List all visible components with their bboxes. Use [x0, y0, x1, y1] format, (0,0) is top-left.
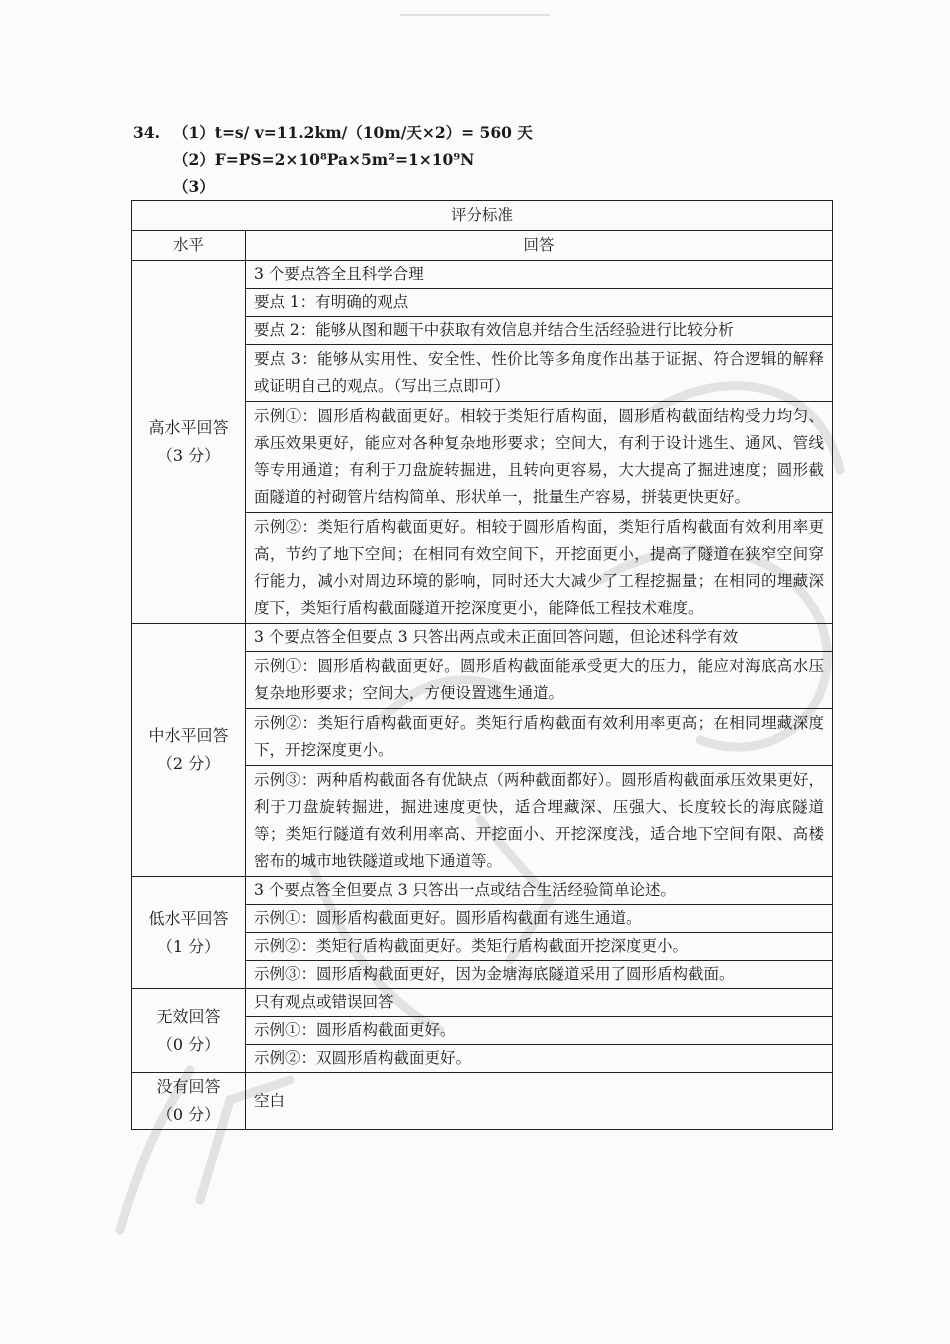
invalid-level-cell — [132, 989, 246, 1073]
answer-block — [133, 119, 533, 200]
low-level-cell — [132, 877, 246, 989]
mid-level-score: （2 分） — [156, 754, 221, 773]
answer-part2: （2）F=PS=2×10⁸Pa×5m²=1×10⁹N — [173, 150, 475, 169]
low-example3: 示例③：圆形盾构截面更好，因为金塘海底隧道采用了圆形盾构截面。 — [246, 961, 833, 989]
none-level-label: 没有回答 — [156, 1077, 221, 1096]
high-example2: 示例②：类矩行盾构截面更好。相较于圆形盾构面，类矩行盾构截面有效利用率更高，节约了地下空间；在相同有效空间下，开挖面更小，提高了隧道在狭窄空间穿行能力，减小对周边环境的影响，同时还大大减少了工程挖掘量；在相同的埋藏深度下，类矩行盾构截面隧道开挖深度更小，能降低工程技术难度。 — [246, 513, 833, 624]
high-point3: 要点 3：能够从实用性、安全性、性价比等多角度作出基于证据、符合逻辑的解释或证明自己的观点。（写出三点即可） — [246, 345, 833, 402]
answer-part1: （1）t=s/ v=11.2km/（10m/天×2）= 560 天 — [173, 123, 533, 142]
high-level-row — [132, 261, 833, 289]
high-criteria: 3 个要点答全且科学合理 — [246, 261, 833, 289]
mid-level-label: 中水平回答 — [148, 726, 229, 745]
mid-example2: 示例②：类矩行盾构截面更好。类矩行盾构截面有效利用率更高；在相同埋藏深度下，开挖深度更小。 — [246, 709, 833, 766]
high-example1: 示例①：圆形盾构截面更好。相较于类矩行盾构面，圆形盾构截面结构受力均匀、承压效果更好，能应对各种复杂地形要求；空间大，有利于设计逃生、通风、管线等专用通道；有利于刀盘旋转掘进，且转向更容易，大大提高了掘进速度；圆形截面隧道的衬砌管片结构简单、形状单一，批量生产容易，拼装更快更好。 — [246, 402, 833, 513]
rubric-header-row — [132, 231, 833, 261]
column-header-response: 回答 — [246, 231, 833, 261]
high-level-cell — [132, 261, 246, 624]
invalid-criteria: 只有观点或错误回答 — [246, 989, 833, 1017]
column-header-level: 水平 — [132, 231, 246, 261]
answer-part3: （3） — [173, 177, 215, 196]
rubric-title-row — [132, 201, 833, 231]
scan-artifact — [400, 14, 550, 16]
low-criteria: 3 个要点答全但要点 3 只答出一点或结合生活经验简单论述。 — [246, 877, 833, 905]
none-level-score: （0 分） — [156, 1105, 221, 1124]
mid-level-row — [132, 624, 833, 652]
invalid-level-score: （0 分） — [156, 1034, 221, 1054]
mid-criteria: 3 个要点答全但要点 3 只答出两点或未正面回答问题，但论述科学有效 — [246, 624, 833, 652]
none-level-row — [132, 1073, 833, 1130]
low-level-score: （1 分） — [156, 936, 221, 956]
invalid-level-row — [132, 989, 833, 1017]
invalid-level-label: 无效回答 — [156, 1006, 221, 1026]
rubric-title: 评分标准 — [132, 201, 833, 231]
low-example1: 示例①：圆形盾构截面更好。圆形盾构截面有逃生通道。 — [246, 905, 833, 933]
high-point1: 要点 1：有明确的观点 — [246, 289, 833, 317]
low-level-label: 低水平回答 — [148, 908, 229, 928]
low-example2: 示例②：类矩行盾构截面更好。类矩行盾构截面开挖深度更小。 — [246, 933, 833, 961]
mid-level-cell — [132, 624, 246, 877]
none-response: 空白 — [246, 1073, 833, 1130]
none-level-cell — [132, 1073, 246, 1130]
invalid-example1: 示例①：圆形盾构截面更好。 — [246, 1017, 833, 1045]
high-level-score: （3 分） — [156, 446, 221, 465]
high-point2: 要点 2：能够从图和题干中获取有效信息并结合生活经验进行比较分析 — [246, 317, 833, 345]
answer-part3-row — [133, 173, 533, 200]
mid-example1: 示例①：圆形盾构截面更好。圆形盾构截面能承受更大的压力，能应对海底高水压复杂地形要求；空间大，方便设置逃生通道。 — [246, 652, 833, 709]
answer-part1-row — [133, 119, 533, 146]
question-number: 34. — [133, 123, 160, 142]
high-level-label: 高水平回答 — [148, 418, 229, 437]
answer-part2-row — [133, 146, 533, 173]
scoring-rubric-table — [131, 200, 833, 1130]
low-level-row — [132, 877, 833, 905]
mid-example3: 示例③：两种盾构截面各有优缺点（两种截面都好）。圆形盾构截面承压效果更好，利于刀盘旋转掘进，掘进速度更快，适合埋藏深、压强大、长度较长的海底隧道等；类矩行隧道有效利用率高、开挖面小、开挖深度浅，适合地下空间有限、高楼密布的城市地铁隧道或地下通道等。 — [246, 766, 833, 877]
invalid-example2: 示例②：双圆形盾构截面更好。 — [246, 1045, 833, 1073]
